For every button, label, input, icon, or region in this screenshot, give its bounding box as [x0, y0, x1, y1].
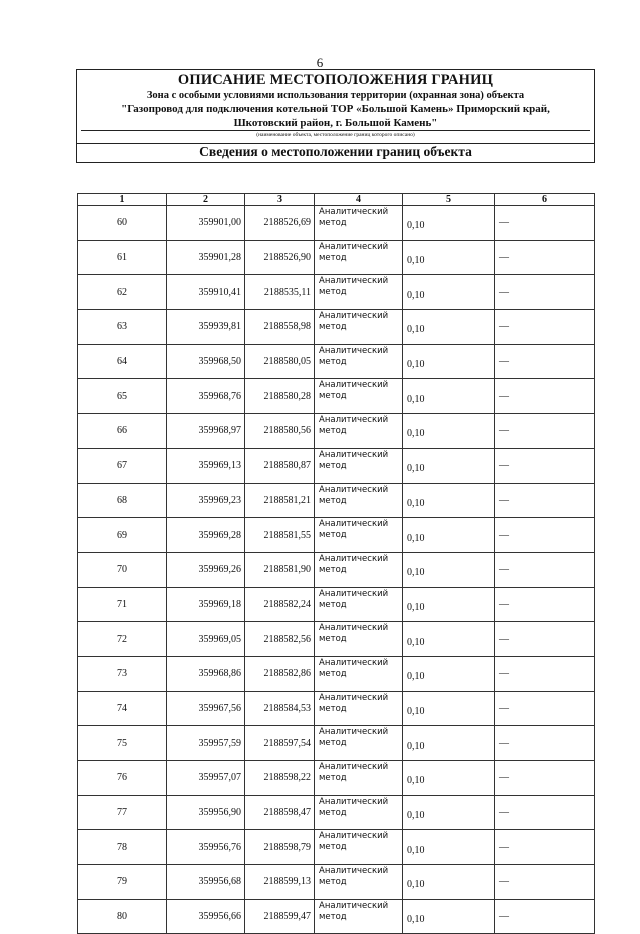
y-coordinate-cell: 2188582,56 — [245, 622, 315, 657]
description-cell — [495, 206, 595, 241]
dash-mark: — — [499, 633, 509, 645]
accuracy-cell: 0,10 — [403, 483, 495, 518]
object-name-line-1: "Газопровод для подключения котельной ТОР «Большой Камень» Приморский край, — [121, 103, 550, 115]
description-cell — [495, 240, 595, 275]
point-number-cell: 74 — [78, 691, 167, 726]
x-coordinate-cell: 359969,13 — [167, 448, 245, 483]
description-cell — [495, 587, 595, 622]
point-number-cell: 62 — [78, 275, 167, 310]
x-coordinate-cell: 359957,59 — [167, 726, 245, 761]
dash-mark: — — [499, 841, 509, 853]
column-header: 2 — [167, 194, 245, 206]
table-row — [78, 795, 595, 830]
method-cell: Аналитический метод — [315, 206, 403, 241]
method-cell: Аналитический метод — [315, 448, 403, 483]
y-coordinate-cell: 2188580,05 — [245, 344, 315, 379]
description-cell — [495, 518, 595, 553]
x-coordinate-cell: 359969,23 — [167, 483, 245, 518]
accuracy-cell: 0,10 — [403, 240, 495, 275]
method-cell: Аналитический метод — [315, 552, 403, 587]
description-cell — [495, 310, 595, 345]
object-name-line-2: Шкотовский район, г. Большой Камень" — [233, 117, 438, 129]
x-coordinate-cell: 359968,97 — [167, 414, 245, 449]
y-coordinate-cell: 2188598,79 — [245, 830, 315, 865]
dash-mark: — — [499, 564, 509, 576]
description-cell — [495, 483, 595, 518]
accuracy-cell: 0,10 — [403, 206, 495, 241]
accuracy-cell: 0,10 — [403, 310, 495, 345]
y-coordinate-cell: 2188597,54 — [245, 726, 315, 761]
method-cell: Аналитический метод — [315, 310, 403, 345]
y-coordinate-cell: 2188581,21 — [245, 483, 315, 518]
column-header: 5 — [403, 194, 495, 206]
method-cell: Аналитический метод — [315, 483, 403, 518]
accuracy-cell: 0,10 — [403, 448, 495, 483]
accuracy-cell: 0,10 — [403, 691, 495, 726]
accuracy-cell: 0,10 — [403, 865, 495, 900]
method-cell: Аналитический метод — [315, 622, 403, 657]
method-cell: Аналитический метод — [315, 830, 403, 865]
dash-mark: — — [499, 911, 509, 923]
method-cell: Аналитический метод — [315, 379, 403, 414]
accuracy-cell: 0,10 — [403, 275, 495, 310]
x-coordinate-cell: 359969,28 — [167, 518, 245, 553]
table-row — [78, 206, 595, 241]
table-row — [78, 344, 595, 379]
description-cell — [495, 414, 595, 449]
dash-mark: — — [499, 668, 509, 680]
method-cell: Аналитический метод — [315, 518, 403, 553]
table-row — [78, 656, 595, 691]
x-coordinate-cell: 359901,00 — [167, 206, 245, 241]
description-cell — [495, 448, 595, 483]
table-row — [78, 622, 595, 657]
description-cell — [495, 379, 595, 414]
point-number-cell: 75 — [78, 726, 167, 761]
table-row — [78, 448, 595, 483]
y-coordinate-cell: 2188581,55 — [245, 518, 315, 553]
dash-mark: — — [499, 321, 509, 333]
description-cell — [495, 622, 595, 657]
method-cell: Аналитический метод — [315, 865, 403, 900]
point-number-cell: 78 — [78, 830, 167, 865]
dash-mark: — — [499, 425, 509, 437]
point-number-cell: 76 — [78, 761, 167, 796]
method-cell: Аналитический метод — [315, 795, 403, 830]
dash-mark: — — [499, 876, 509, 888]
accuracy-cell: 0,10 — [403, 622, 495, 657]
description-cell — [495, 795, 595, 830]
point-number-cell: 80 — [78, 899, 167, 934]
y-coordinate-cell: 2188582,24 — [245, 587, 315, 622]
y-coordinate-cell: 2188558,98 — [245, 310, 315, 345]
point-number-cell: 68 — [78, 483, 167, 518]
accuracy-cell: 0,10 — [403, 830, 495, 865]
y-coordinate-cell: 2188598,22 — [245, 761, 315, 796]
accuracy-cell: 0,10 — [403, 726, 495, 761]
y-coordinate-cell: 2188598,47 — [245, 795, 315, 830]
dash-mark: — — [499, 460, 509, 472]
point-number-cell: 61 — [78, 240, 167, 275]
accuracy-cell: 0,10 — [403, 587, 495, 622]
x-coordinate-cell: 359956,68 — [167, 865, 245, 900]
column-header: 3 — [245, 194, 315, 206]
method-cell: Аналитический метод — [315, 344, 403, 379]
table-row — [78, 587, 595, 622]
y-coordinate-cell: 2188580,87 — [245, 448, 315, 483]
dash-mark: — — [499, 737, 509, 749]
x-coordinate-cell: 359968,86 — [167, 656, 245, 691]
y-coordinate-cell: 2188599,13 — [245, 865, 315, 900]
method-cell: Аналитический метод — [315, 656, 403, 691]
x-coordinate-cell: 359956,66 — [167, 899, 245, 934]
point-number-cell: 71 — [78, 587, 167, 622]
table-row — [78, 518, 595, 553]
table-row — [78, 379, 595, 414]
point-number-cell: 64 — [78, 344, 167, 379]
y-coordinate-cell: 2188580,56 — [245, 414, 315, 449]
description-cell — [495, 691, 595, 726]
x-coordinate-cell: 359901,28 — [167, 240, 245, 275]
underline-rule — [81, 130, 590, 131]
x-coordinate-cell: 359968,50 — [167, 344, 245, 379]
accuracy-cell: 0,10 — [403, 344, 495, 379]
accuracy-cell: 0,10 — [403, 795, 495, 830]
accuracy-cell: 0,10 — [403, 656, 495, 691]
zone-description: Зона с особыми условиями использования территории (охранная зона) объекта — [146, 90, 525, 101]
dash-mark: — — [499, 598, 509, 610]
method-cell: Аналитический метод — [315, 726, 403, 761]
table-row — [78, 691, 595, 726]
x-coordinate-cell: 359957,07 — [167, 761, 245, 796]
dash-mark: — — [499, 286, 509, 298]
document-header — [76, 69, 595, 163]
y-coordinate-cell: 2188599,47 — [245, 899, 315, 934]
table-row — [78, 310, 595, 345]
table-row — [78, 830, 595, 865]
accuracy-cell: 0,10 — [403, 761, 495, 796]
coordinates-table — [77, 193, 595, 934]
description-cell — [495, 656, 595, 691]
x-coordinate-cell: 359968,76 — [167, 379, 245, 414]
method-cell: Аналитический метод — [315, 587, 403, 622]
section-title: Сведения о местоположении границ объекта — [199, 144, 472, 159]
point-number-cell: 67 — [78, 448, 167, 483]
table-header-row — [78, 194, 595, 206]
y-coordinate-cell: 2188581,90 — [245, 552, 315, 587]
description-cell — [495, 552, 595, 587]
description-cell — [495, 275, 595, 310]
column-header: 6 — [495, 194, 595, 206]
method-cell: Аналитический метод — [315, 899, 403, 934]
point-number-cell: 70 — [78, 552, 167, 587]
table-row — [78, 483, 595, 518]
dash-mark: — — [499, 252, 509, 264]
dash-mark: — — [499, 529, 509, 541]
point-number-cell: 65 — [78, 379, 167, 414]
description-cell — [495, 899, 595, 934]
point-number-cell: 63 — [78, 310, 167, 345]
point-number-cell: 72 — [78, 622, 167, 657]
accuracy-cell: 0,10 — [403, 414, 495, 449]
accuracy-cell: 0,10 — [403, 552, 495, 587]
y-coordinate-cell: 2188526,69 — [245, 206, 315, 241]
point-number-cell: 73 — [78, 656, 167, 691]
page-number: 6 — [316, 55, 324, 70]
column-header: 1 — [78, 194, 167, 206]
description-cell — [495, 865, 595, 900]
method-cell: Аналитический метод — [315, 761, 403, 796]
method-cell: Аналитический метод — [315, 414, 403, 449]
table-row — [78, 865, 595, 900]
description-cell — [495, 761, 595, 796]
dash-mark: — — [499, 390, 509, 402]
object-caption: (наименование объекта, местоположение границ которого описано) — [256, 132, 415, 138]
x-coordinate-cell: 359967,56 — [167, 691, 245, 726]
x-coordinate-cell: 359956,76 — [167, 830, 245, 865]
dash-mark: — — [499, 217, 509, 229]
description-cell — [495, 344, 595, 379]
dash-mark: — — [499, 807, 509, 819]
dash-mark: — — [499, 356, 509, 368]
description-cell — [495, 830, 595, 865]
point-number-cell: 60 — [78, 206, 167, 241]
table-row — [78, 275, 595, 310]
point-number-cell: 77 — [78, 795, 167, 830]
document-title: ОПИСАНИЕ МЕСТОПОЛОЖЕНИЯ ГРАНИЦ — [177, 72, 494, 88]
dash-mark: — — [499, 702, 509, 714]
y-coordinate-cell: 2188584,53 — [245, 691, 315, 726]
method-cell: Аналитический метод — [315, 240, 403, 275]
column-header: 4 — [315, 194, 403, 206]
method-cell: Аналитический метод — [315, 691, 403, 726]
table-row — [78, 414, 595, 449]
table-row — [78, 899, 595, 934]
dash-mark: — — [499, 772, 509, 784]
x-coordinate-cell: 359969,18 — [167, 587, 245, 622]
point-number-cell: 69 — [78, 518, 167, 553]
y-coordinate-cell: 2188535,11 — [245, 275, 315, 310]
table-row — [78, 726, 595, 761]
x-coordinate-cell: 359939,81 — [167, 310, 245, 345]
y-coordinate-cell: 2188526,90 — [245, 240, 315, 275]
table-body — [78, 206, 595, 934]
accuracy-cell: 0,10 — [403, 379, 495, 414]
x-coordinate-cell: 359969,05 — [167, 622, 245, 657]
accuracy-cell: 0,10 — [403, 518, 495, 553]
x-coordinate-cell: 359910,41 — [167, 275, 245, 310]
x-coordinate-cell: 359969,26 — [167, 552, 245, 587]
y-coordinate-cell: 2188582,86 — [245, 656, 315, 691]
table-row — [78, 552, 595, 587]
table-row — [78, 240, 595, 275]
dash-mark: — — [499, 494, 509, 506]
point-number-cell: 79 — [78, 865, 167, 900]
description-cell — [495, 726, 595, 761]
accuracy-cell: 0,10 — [403, 899, 495, 934]
x-coordinate-cell: 359956,90 — [167, 795, 245, 830]
point-number-cell: 66 — [78, 414, 167, 449]
method-cell: Аналитический метод — [315, 275, 403, 310]
table-row — [78, 761, 595, 796]
y-coordinate-cell: 2188580,28 — [245, 379, 315, 414]
